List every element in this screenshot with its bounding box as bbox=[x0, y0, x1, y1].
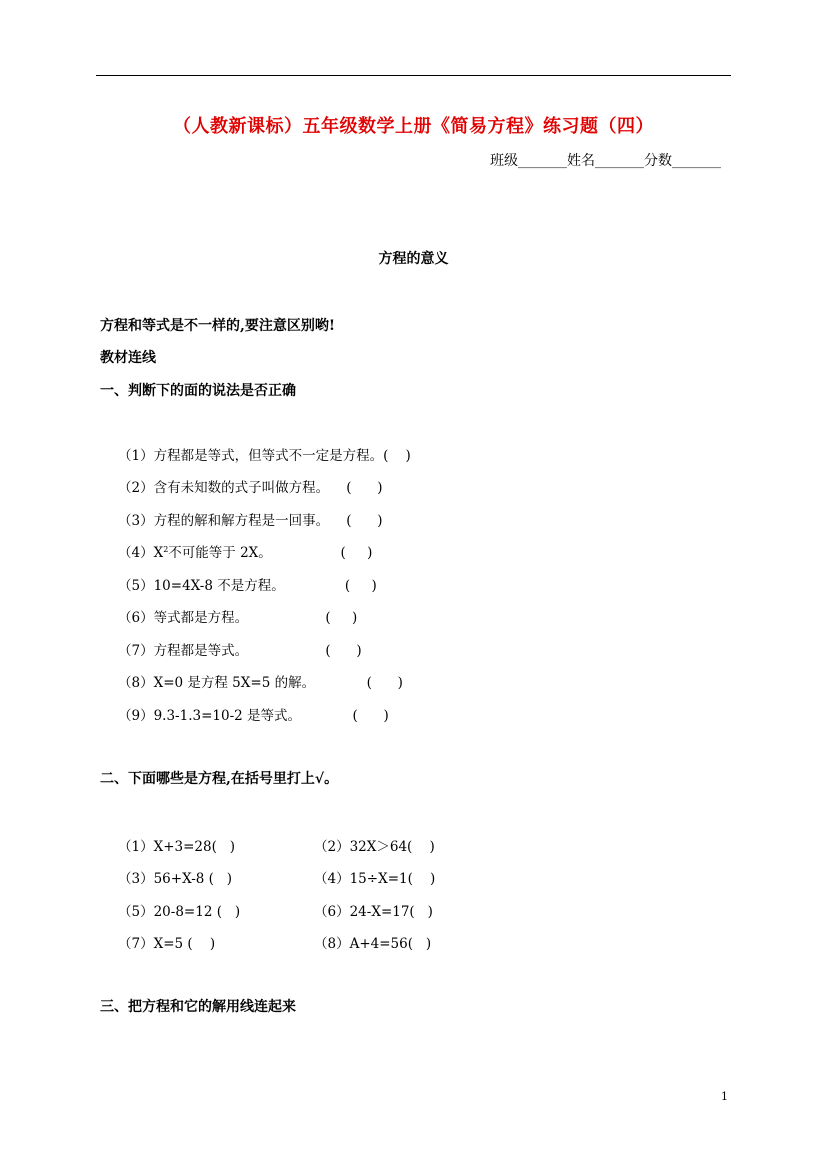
judge-item-8: （8）X=0 是方程 5X=5 的解。 ( ) bbox=[118, 675, 403, 691]
equation-item-8: （8）A+4=56( ) bbox=[314, 936, 432, 952]
part3-heading: 三、把方程和它的解用线连起来 bbox=[100, 999, 296, 1015]
equation-item-2: （2）32X＞64( ) bbox=[314, 839, 435, 855]
equation-item-1: （1）X+3=28( ) bbox=[118, 839, 235, 855]
judge-item-4-rest: 不可能等于 2X。 ( ) bbox=[168, 545, 373, 561]
judge-item-3: （3）方程的解和解方程是一回事。 ( ) bbox=[118, 513, 383, 529]
student-info-line: 班级_______姓名_______分数_______ bbox=[490, 153, 721, 169]
header-rule bbox=[96, 75, 731, 76]
part2-heading: 二、下面哪些是方程,在括号里打上√。 bbox=[100, 771, 339, 787]
part1-heading: 一、判断下的面的说法是否正确 bbox=[100, 383, 296, 399]
judge-item-4-lead: （4）X bbox=[118, 545, 164, 561]
judge-item-5: （5）10=4X-8 不是方程。 ( ) bbox=[118, 578, 377, 594]
intro-text: 方程和等式是不一样的,要注意区别哟! bbox=[100, 318, 336, 334]
judge-item-6: （6）等式都是方程。 ( ) bbox=[118, 610, 358, 626]
equation-item-4: （4）15÷X=1( ) bbox=[314, 871, 436, 887]
equation-item-7: （7）X=5 ( ) bbox=[118, 936, 216, 952]
equation-item-3: （3）56+X-8 ( ) bbox=[118, 871, 233, 887]
page-number: 1 bbox=[721, 1090, 728, 1103]
equation-item-5: （5）20-8=12 ( ) bbox=[118, 904, 241, 920]
section-label: 教材连线 bbox=[100, 350, 156, 366]
judge-item-9: （9）9.3-1.3=10-2 是等式。 ( ) bbox=[118, 708, 389, 724]
exponent: 2 bbox=[163, 545, 169, 554]
judge-item-2: （2）含有未知数的式子叫做方程。 ( ) bbox=[118, 480, 383, 496]
section-subtitle: 方程的意义 bbox=[378, 251, 449, 267]
equation-item-6: （6）24-X=17( ) bbox=[314, 904, 433, 920]
judge-item-7: （7）方程都是等式。 ( ) bbox=[118, 643, 362, 659]
judge-item-4 bbox=[118, 541, 372, 561]
judge-item-1: （1）方程都是等式，但等式不一定是方程。( ) bbox=[118, 448, 411, 464]
page-title: （人教新课标）五年级数学上册《简易方程》练习题（四） bbox=[173, 116, 654, 137]
